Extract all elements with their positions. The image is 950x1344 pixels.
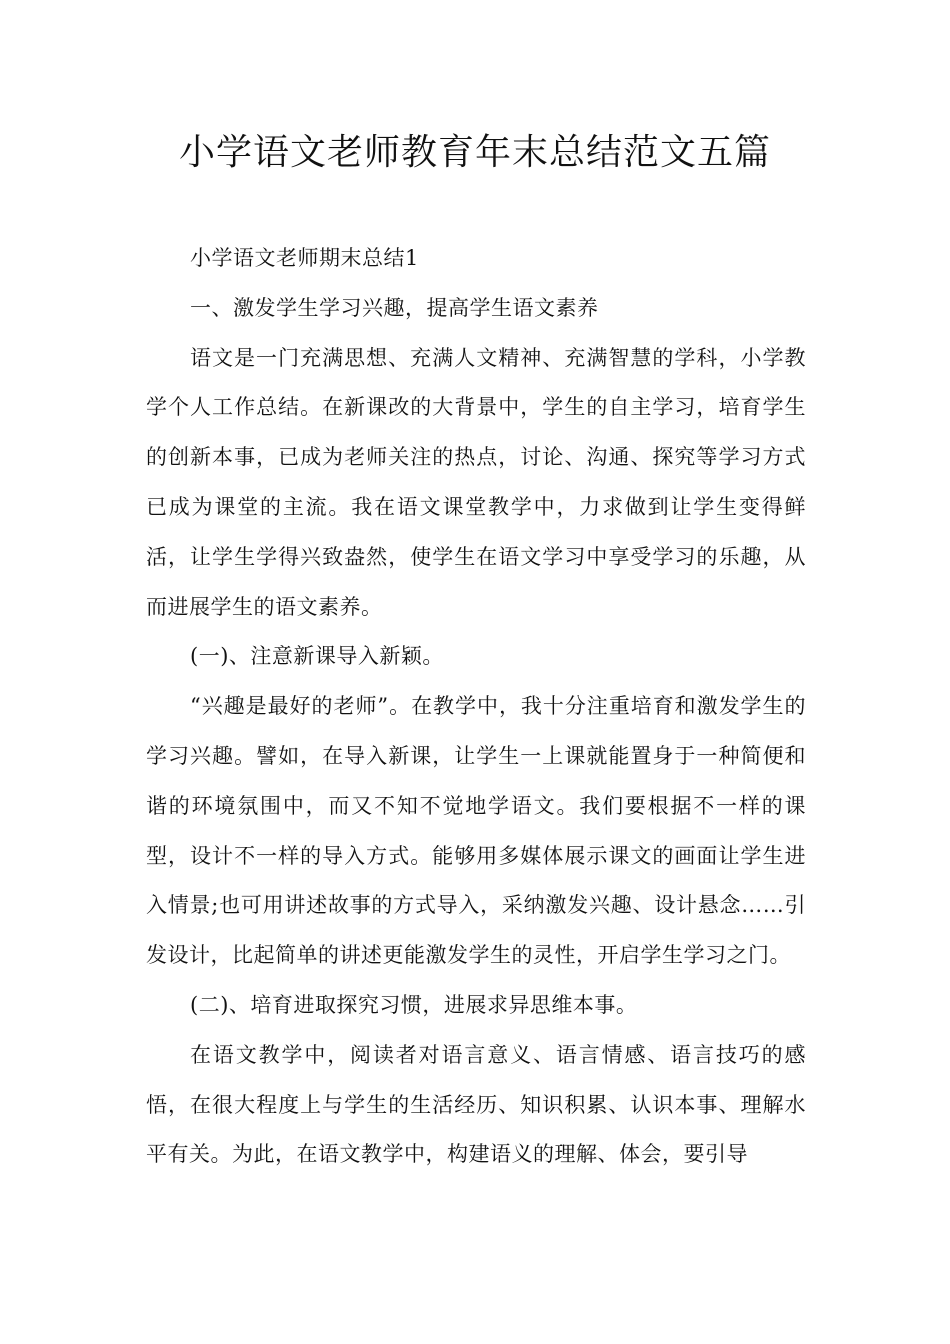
document-body: [146, 234, 806, 1180]
subsection-heading: (二)、培育进取探究习惯，进展求异思维本事。: [190, 992, 638, 1017]
body-paragraph: “兴趣是最好的老师”。在教学中，我十分注重培育和激发学生的学习兴趣。譬如，在导入新课，让学生一上课就能置身于一种简便和谐的环境氛围中，而又不知不觉地学语文。我们要根据不一样的课型，设计不一样的导入方式。能够用多媒体展示课文的画面让学生进入情景;也可用讲述故事的方式导入，采纳激发兴趣、设计悬念……引发设计，比起简单的讲述更能激发学生的灵性，开启学生学习之门。: [146, 694, 806, 968]
section-heading: 小学语文老师期末总结1: [190, 246, 419, 270]
body-paragraph: 在语文教学中，阅读者对语言意义、语言情感、语言技巧的感悟，在很大程度上与学生的生活经历、知识积累、认识本事、理解水平有关。为此，在语文教学中，构建语义的理解、体会，要引导: [146, 1042, 806, 1167]
document-title: 小学语文老师教育年末总结范文五篇: [178, 132, 771, 173]
subsection-heading: 一、激发学生学习兴趣，提高学生语文素养: [190, 295, 599, 320]
subsection-heading: (一)、注意新课导入新颖。: [190, 644, 444, 669]
body-paragraph: 语文是一门充满思想、充满人文精神、充满智慧的学科，小学教学个人工作总结。在新课改的大背景中，学生的自主学习，培育学生的创新本事，已成为老师关注的热点，讨论、沟通、探究等学习方式已成为课堂的主流。我在语文课堂教学中，力求做到让学生变得鲜活，让学生学得兴致盎然，使学生在语文学习中享受学习的乐趣，从而进展学生的语文素养。: [146, 345, 806, 619]
